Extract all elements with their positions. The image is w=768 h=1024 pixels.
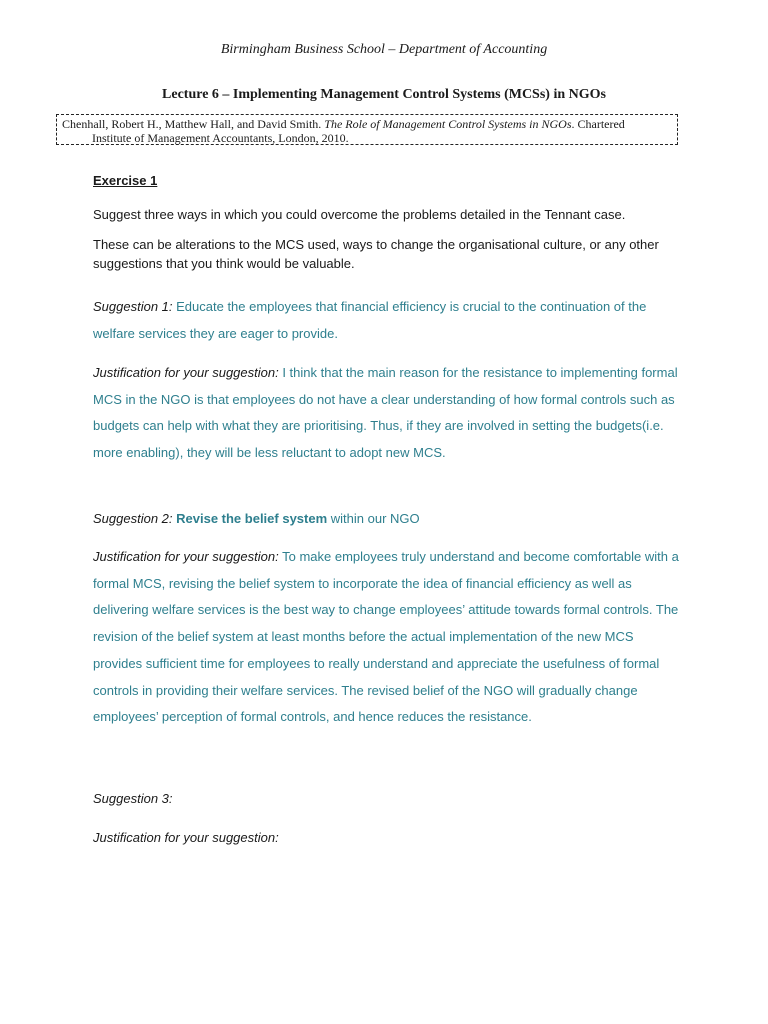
document-header: Birmingham Business School – Department of Accounting	[220, 42, 548, 57]
suggestion-2	[93, 506, 683, 533]
justification-2-label: Justification for your suggestion:	[93, 549, 279, 564]
exercise-title: Exercise 1	[93, 173, 158, 188]
justification-1	[93, 360, 683, 467]
citation-line-2: Institute of Management Accountants, London, 2010.	[92, 131, 349, 145]
justification-1-label: Justification for your suggestion:	[93, 365, 279, 380]
citation-authors: Chenhall, Robert H., Matthew Hall, and David Smith.	[62, 117, 325, 131]
justification-3	[93, 825, 683, 852]
citation-book-title: The Role of Management Control Systems in NGOs	[324, 117, 572, 131]
justification-3-label: Justification for your suggestion:	[93, 830, 279, 845]
justification-2-answer: To make employees truly understand and become comfortable with a formal MCS, revising the belief system to incorporate the idea of financial efficiency as well as delivering welfare services is the best way to change employees’ attitude towards formal controls. The revision of the belief system at least months before the actual implementation of the new MCS provides sufficient time for employees to really understand and appreciate the usefulness of formal controls in providing their welfare services. The revised belief of the NGO will gradually change employees’ perception of formal controls, and hence reduces the resistance.	[93, 549, 679, 725]
justification-1-answer: I think that the main reason for the resistance to implementing formal MCS in the NGO is that employees do not have a clear understanding of how formal controls such as budgets can help with what they are prioritising. Thus, if they are involved in setting the budgets(i.e. more enabling), they will be less reluctant to adopt new MCS.	[93, 365, 678, 461]
suggestion-3	[93, 786, 683, 813]
suggestion-2-answer-rest: within our NGO	[327, 511, 420, 526]
suggestion-3-label: Suggestion 3:	[93, 791, 173, 806]
suggestion-1	[93, 294, 683, 347]
justification-2	[93, 544, 683, 731]
exercise-prompt: Suggest three ways in which you could overcome the problems detailed in the Tennant case.	[93, 207, 626, 222]
exercise-note: These can be alterations to the MCS used, ways to change the organisational culture, or any other suggestions that you think would be valuable.	[93, 237, 659, 271]
citation-box	[56, 114, 678, 145]
lecture-title: Lecture 6 – Implementing Management Control Systems (MCSs) in NGOs	[162, 87, 606, 102]
citation-publisher-part1: . Chartered	[571, 117, 625, 131]
suggestion-1-label: Suggestion 1:	[93, 299, 173, 314]
citation-line-1	[62, 117, 673, 131]
suggestion-2-label: Suggestion 2:	[93, 511, 173, 526]
suggestion-2-answer-bold: Revise the belief system	[172, 511, 328, 526]
suggestion-1-answer: Educate the employees that financial efficiency is crucial to the continuation of the welfare services they are eager to provide.	[93, 299, 647, 341]
